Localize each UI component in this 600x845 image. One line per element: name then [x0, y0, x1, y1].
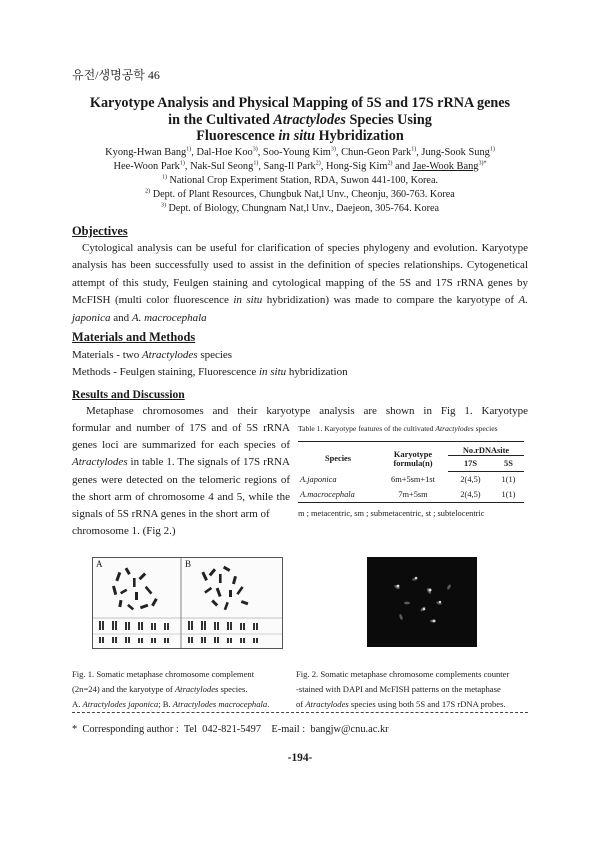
section-header: 유전/생명공학 46: [72, 68, 160, 82]
corresponding-author: Jae-Wook Bang: [412, 161, 479, 172]
table-note: m ; metacentric, sm ; submetacentric, st ; subtelocentric: [298, 509, 485, 518]
page-number: -194-: [287, 752, 313, 764]
methods-line: Methods - Feulgen staining, Fluorescence in situ hybridization: [72, 366, 348, 378]
email-address: bangjw@cnu.ac.kr: [310, 724, 389, 735]
corresponding-author-footnote: * Corresponding author : Tel 042-821-5497 E-mail : bangjw@cnu.ac.kr: [72, 724, 389, 735]
results-first-line: Metaphase chromosomes and their karyotype analysis are shown in Fig 1. Karyotype: [86, 405, 528, 417]
objectives-paragraph: Cytological analysis can be useful for clarification of species phylogeny and evolution. Karyotype analysis has been successfully used to assist in the definition of species relationships. Cytogenetical attempt of this study, Feulgen staining and cytological mapping of the 5S and 17S rRNA genes by McFISH (multi color fluorescence in situ hybridization) was made to compare the karyotype of A. japonica and A. macrocephala: [72, 242, 528, 324]
affiliation-3: $^{3)}$ Dept. of Biology, Chungnam Nat,l Unv., Daejeon, 305-764. Korea: [160, 202, 440, 214]
affiliations: [40, 174, 560, 216]
title-line-2: in the Cultivated Atractylodes Species Using: [168, 111, 432, 128]
karyotype-table: [298, 441, 524, 503]
footnote-divider: [72, 712, 528, 713]
figure-1-karyotype: [92, 557, 283, 649]
col-17s: 17S: [448, 456, 493, 472]
karyotype-image: [93, 558, 282, 648]
panel-label-a: A: [96, 559, 103, 569]
title-line-1: Karyotype Analysis and Physical Mapping of 5S and 17S rRNA genes: [89, 95, 511, 111]
panel-label-b: B: [185, 559, 192, 569]
figure-2-fish-micrograph: [367, 557, 477, 647]
table-row: A.macrocephala 7m+5sm 2(4,5) 1(1): [298, 487, 524, 503]
col-karyotype: Karyotype formula(n): [378, 442, 448, 472]
affiliation-1: $^{1)}$ National Crop Experiment Station, RDA, Suwon 441-100, Korea.: [161, 174, 439, 186]
table-caption: Table 1. Karyotype features of the cultivated Atractylodes species: [298, 424, 498, 433]
figure-2-caption: Fig. 2. Somatic metaphase chromosome complements counter -stained with DAPI and McFISH patterns on the metaphase of Atractylodes species using both 5S and 17S rDNA probes.: [296, 669, 510, 709]
results-paragraph: formular and number of 17S and of 5S rRNA genes loci are summarized for each species of Atractylodes in table 1. The signals of 17S rRNA genes were detected on the telomeric regions of the short arm of chromosome 4 and 5, while the signals of 5S rRNA genes in the short arm of chromosome 1. (Fig 2.): [72, 422, 290, 538]
title-line-3: Fluorescence in situ Hybridization: [196, 128, 404, 144]
author-line-2: Hee-Woon Park$^{1)}$, Nak-Sul Seong$^{1)}$, Sang-Il Park$^{2)}$, Hong-Sig Kim$^{2)}$ and Jae-Wook Bang$^{3)*}$: [113, 160, 487, 172]
author-list: [40, 146, 560, 174]
methods-heading: Materials and Methods: [72, 330, 196, 344]
paper-title: [40, 95, 560, 145]
figure-1-caption: Fig. 1. Somatic metaphase chromosome complement (2n=24) and the karyotype of Atractylodes species. A. Atractylodes japonica; B. Atractylodes macrocephala.: [72, 669, 270, 709]
table-row: A.japonica 6m+5sm+1st 2(4,5) 1(1): [300, 474, 516, 484]
fish-image: [367, 557, 477, 647]
author-line-1: Kyong-Hwan Bang$^{1)}$, Dal-Hoe Koo$^{3)}$, Soo-Young Kim$^{3)}$, Chun-Geon Park$^{1)}$, Jung-Sook Sung$^{1)}$: [105, 146, 495, 158]
results-heading: Results and Discussion: [72, 388, 185, 401]
objectives-heading: Objectives: [72, 224, 128, 238]
col-species: Species: [298, 442, 378, 472]
col-5s: 5S: [493, 456, 524, 472]
affiliation-2: $^{2)}$ Dept. of Plant Resources, Chungbuk Nat,l Unv., Cheonju, 360-763. Korea: [145, 188, 455, 200]
materials-line: Materials - two Atractylodes species: [72, 349, 233, 361]
col-nosite: No.rDNAsite: [448, 442, 524, 456]
